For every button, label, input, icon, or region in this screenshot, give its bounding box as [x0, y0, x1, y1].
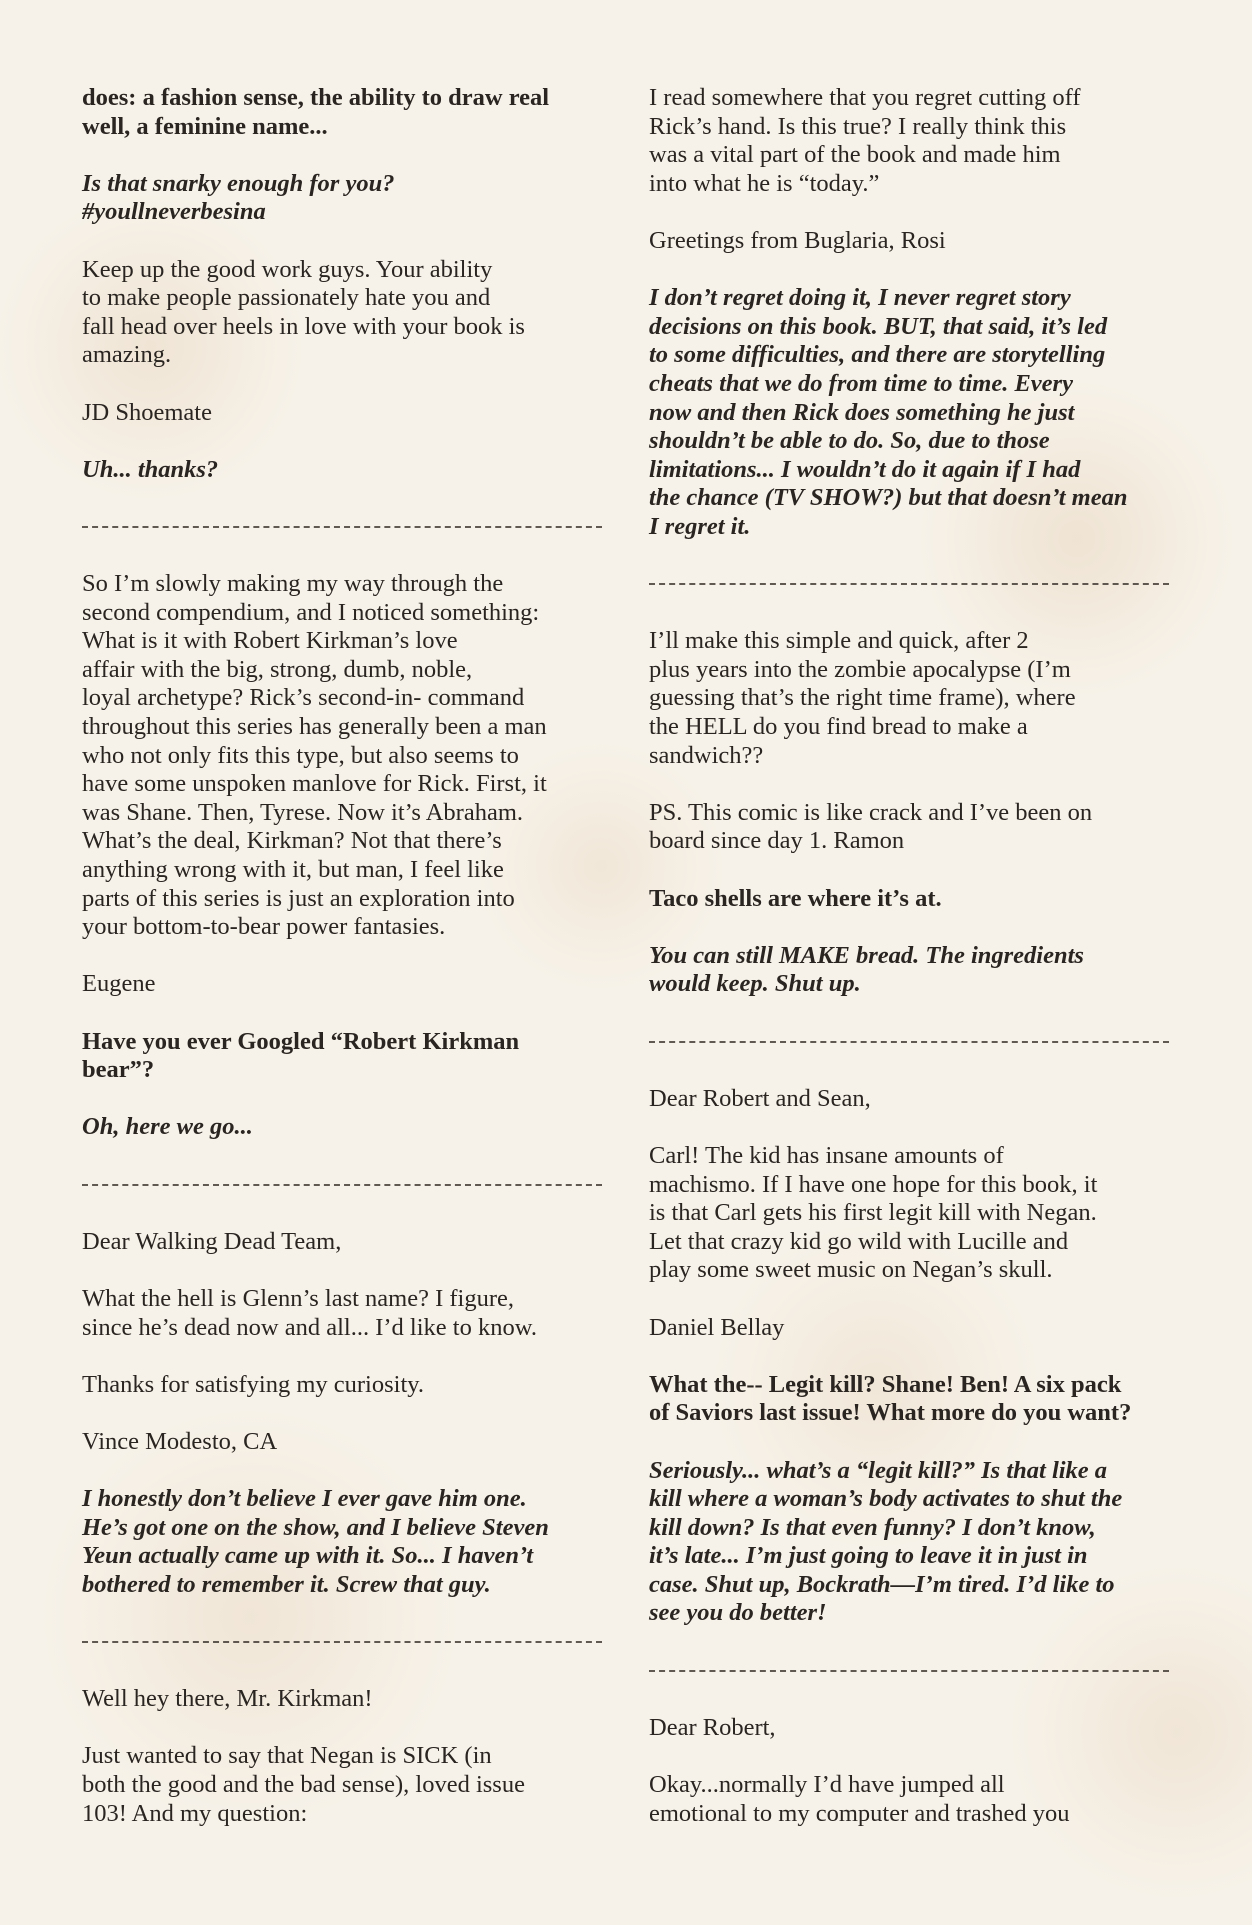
letter-text: Carl! The kid has insane amounts of machismo. If I have one hope for this book, it is that Carl gets his first legit kill with Negan. Let that crazy kid go wild with Lucille and play some sweet music on Negan’s skull. — [649, 1141, 1098, 1284]
section-divider — [82, 513, 602, 542]
editor-reply: Seriously... what’s a “legit kill?” Is that like a kill where a woman’s body activates to shut the kill down? Is that even funny? I don’t know, it’s late... I’m just going to leave it in just in case. Shut up, Bockrath—I’m tired. I’d like to see you do better! — [649, 1456, 1123, 1627]
section-divider — [82, 1171, 602, 1200]
letter-text: does: a fashion sense, the ability to draw real well, a feminine name... — [82, 84, 550, 140]
letter-salutation: Dear Robert, — [649, 1713, 776, 1741]
letter-text: Okay...normally I’d have jumped all emotional to my computer and trashed you — [649, 1771, 1070, 1827]
left-column — [82, 84, 602, 1857]
editor-reply: You can still MAKE bread. The ingredients would keep. Shut up. — [649, 941, 1084, 998]
letter-text: What the hell is Glenn’s last name? I figure, since he’s dead now and all... I’d like to know. — [82, 1284, 537, 1341]
letter-salutation: Dear Walking Dead Team, — [82, 1227, 342, 1255]
editor-reply-bold: Taco shells are where it’s at. — [649, 884, 942, 912]
letter-text: So I’m slowly making my way through the second compendium, and I noticed something: What is it with Robert Kirkman’s love affair with the big, strong, dumb, noble, loyal archetype? Rick’s second-in- command throughout this series has generally been a man who not only fits this type, but also seems to have some unspoken manlove for Rick. First, it was Shane. Then, Tyrese. Now it’s Abraham. What’s the deal, Kirkman? Not that there’s anything wrong with it, but man, I feel like parts of this series is just an exploration into your bottom-to-bear power fantasies. — [82, 570, 547, 941]
letter-salutation: Dear Robert and Sean, — [649, 1084, 871, 1112]
editor-reply: I don’t regret doing it, I never regret story decisions on this book. BUT, that said, it’s led to some difficulties, and there are storytelling cheats that we do from time to time. Every now and then Rick does something he just shouldn’t be able to do. So, due to those limitations... I wouldn’t do it again if I had the chance (TV SHOW?) but that doesn’t mean I regret it. — [649, 284, 1128, 540]
letter-signature: Greetings from Buglaria, Rosi — [649, 226, 946, 254]
section-divider — [82, 1628, 602, 1657]
letter-text: I read somewhere that you regret cutting off Rick’s hand. Is this true? I really think this was a vital part of the book and made him into what he is “today.” — [649, 84, 1081, 197]
letter-signature: JD Shoemate — [82, 398, 212, 426]
section-divider — [649, 1028, 1169, 1057]
letter-signature: Eugene — [82, 970, 156, 998]
letter-text: I’ll make this simple and quick, after 2 plus years into the zombie apocalypse (I’m guessing that’s the right time frame), where the HELL do you find bread to make a sandwich?? — [649, 627, 1076, 769]
section-divider — [649, 570, 1169, 599]
editor-reply: I honestly don’t believe I ever gave him one. He’s got one on the show, and I believe Steven Yeun actually came up with it. So... I haven’t bothered to remember it. Screw that guy. — [82, 1485, 549, 1598]
letter-text: PS. This comic is like crack and I’ve been on board since day 1. Ramon — [649, 798, 1093, 855]
section-divider — [649, 1657, 1169, 1686]
letter-text: Thanks for satisfying my curiosity. — [82, 1370, 425, 1398]
letter-text: Just wanted to say that Negan is SICK (in both the good and the bad sense), loved issue 103! And my question: — [82, 1742, 525, 1827]
editor-reply-bold: What the-- Legit kill? Shane! Ben! A six pack of Saviors last issue! What more do you want? — [649, 1370, 1132, 1427]
right-column — [649, 84, 1169, 1857]
editor-reply: Uh... thanks? — [82, 455, 219, 483]
letter-text: Keep up the good work guys. Your ability to make people passionately hate you and fall head over heels in love with your book is amazing. — [82, 255, 525, 369]
editor-reply-bold: Have you ever Googled “Robert Kirkman bear”? — [82, 1027, 520, 1084]
letter-signature: Vince Modesto, CA — [82, 1427, 278, 1455]
letter-salutation: Well hey there, Mr. Kirkman! — [82, 1685, 373, 1713]
editor-reply: Is that snarky enough for you? #youllneverbesina — [82, 169, 395, 226]
letter-signature: Daniel Bellay — [649, 1313, 785, 1341]
editor-reply: Oh, here we go... — [82, 1113, 253, 1141]
